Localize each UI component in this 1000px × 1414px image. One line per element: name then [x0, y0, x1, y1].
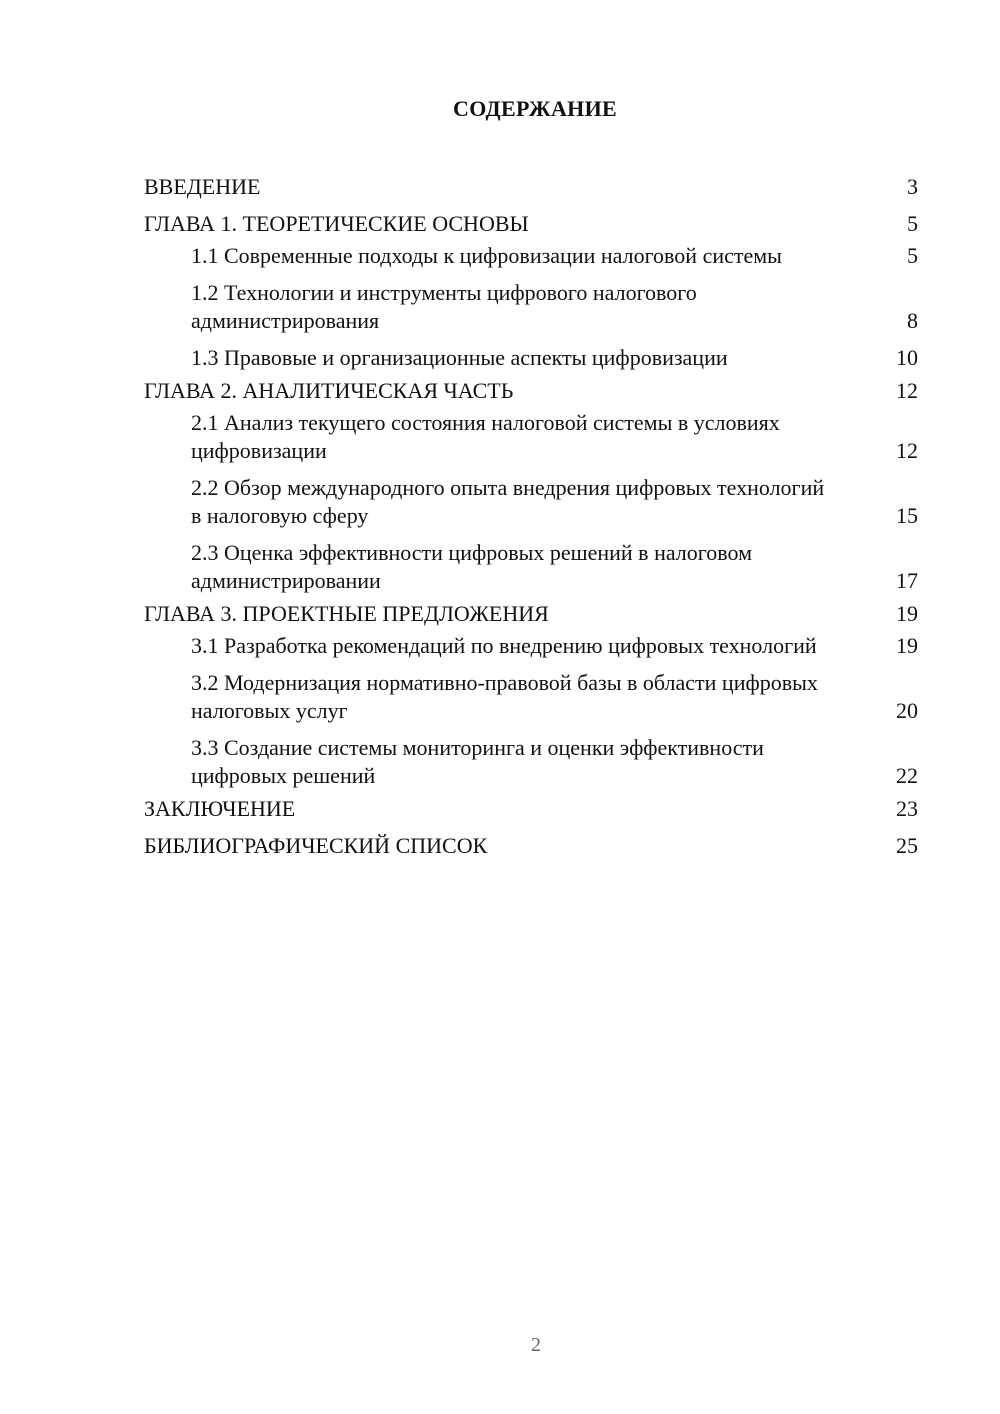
toc-entry-page: 25 — [896, 832, 918, 858]
toc-entry-page: 5 — [907, 243, 918, 268]
toc-entry-page: 19 — [896, 633, 918, 658]
toc-entry-introduction[interactable] — [144, 168, 918, 205]
toc-entry-section-3-3[interactable] — [144, 734, 918, 790]
toc-entry-page: 5 — [907, 210, 918, 236]
toc-entry-chapter-1[interactable] — [144, 205, 918, 242]
toc-entry-page: 8 — [907, 308, 918, 333]
toc-entry-text: ЗАКЛЮЧЕНИЕ — [144, 795, 296, 821]
toc-entry-text: 2.3 Оценка эффективности цифровых решений в налоговом администрировании — [191, 540, 752, 593]
page-number: 2 — [531, 1334, 541, 1356]
toc-entry-conclusion[interactable] — [144, 790, 918, 827]
table-of-contents — [144, 168, 918, 864]
toc-entry-section-2-1[interactable] — [144, 409, 918, 465]
toc-entry-text: 3.1 Разработка рекомендаций по внедрению цифровых технологий — [191, 633, 817, 658]
toc-entry-page: 12 — [896, 377, 918, 403]
toc-entry-section-2-2[interactable] — [144, 474, 918, 530]
toc-entry-section-1-3[interactable] — [144, 344, 918, 372]
toc-entry-page: 15 — [896, 503, 918, 528]
toc-entry-page: 3 — [907, 173, 918, 199]
toc-entry-page: 19 — [896, 600, 918, 626]
toc-entry-text: ВВЕДЕНИЕ — [144, 173, 261, 199]
toc-entry-text: 2.2 Обзор международного опыта внедрения цифровых технологий в налоговую сферу — [191, 475, 825, 528]
toc-entry-text: БИБЛИОГРАФИЧЕСКИЙ СПИСОК — [144, 832, 488, 858]
toc-entry-section-3-1[interactable] — [144, 632, 918, 660]
toc-entry-page: 22 — [896, 763, 918, 788]
toc-entry-page: 20 — [896, 698, 918, 723]
toc-entry-text: 2.1 Анализ текущего состояния налоговой системы в условиях цифровизации — [191, 410, 780, 463]
toc-entry-text: ГЛАВА 1. ТЕОРЕТИЧЕСКИЕ ОСНОВЫ — [144, 210, 529, 236]
toc-entry-page: 10 — [896, 345, 918, 370]
toc-entry-page: 23 — [896, 795, 918, 821]
toc-entry-page: 12 — [896, 438, 918, 463]
toc-entry-bibliography[interactable] — [144, 827, 918, 864]
toc-entry-section-3-2[interactable] — [144, 669, 918, 725]
toc-entry-section-1-1[interactable] — [144, 242, 918, 270]
toc-entry-chapter-2[interactable] — [144, 372, 918, 409]
toc-entry-page: 17 — [896, 568, 918, 593]
toc-entry-text: ГЛАВА 3. ПРОЕКТНЫЕ ПРЕДЛОЖЕНИЯ — [144, 600, 549, 626]
page-title: СОДЕРЖАНИЕ — [453, 96, 617, 121]
toc-entry-section-2-3[interactable] — [144, 539, 918, 595]
toc-entry-text: 1.3 Правовые и организационные аспекты цифровизации — [191, 345, 728, 370]
toc-entry-text: 3.3 Создание системы мониторинга и оценки эффективности цифровых решений — [191, 735, 764, 788]
toc-entry-chapter-3[interactable] — [144, 595, 918, 632]
toc-entry-section-1-2[interactable] — [144, 279, 918, 335]
toc-entry-text: 3.2 Модернизация нормативно-правовой базы в области цифровых налоговых услуг — [191, 670, 818, 723]
toc-entry-text: ГЛАВА 2. АНАЛИТИЧЕСКАЯ ЧАСТЬ — [144, 377, 514, 403]
toc-entry-text: 1.1 Современные подходы к цифровизации налоговой системы — [191, 243, 782, 268]
toc-entry-text: 1.2 Технологии и инструменты цифрового налогового администрирования — [191, 280, 697, 333]
